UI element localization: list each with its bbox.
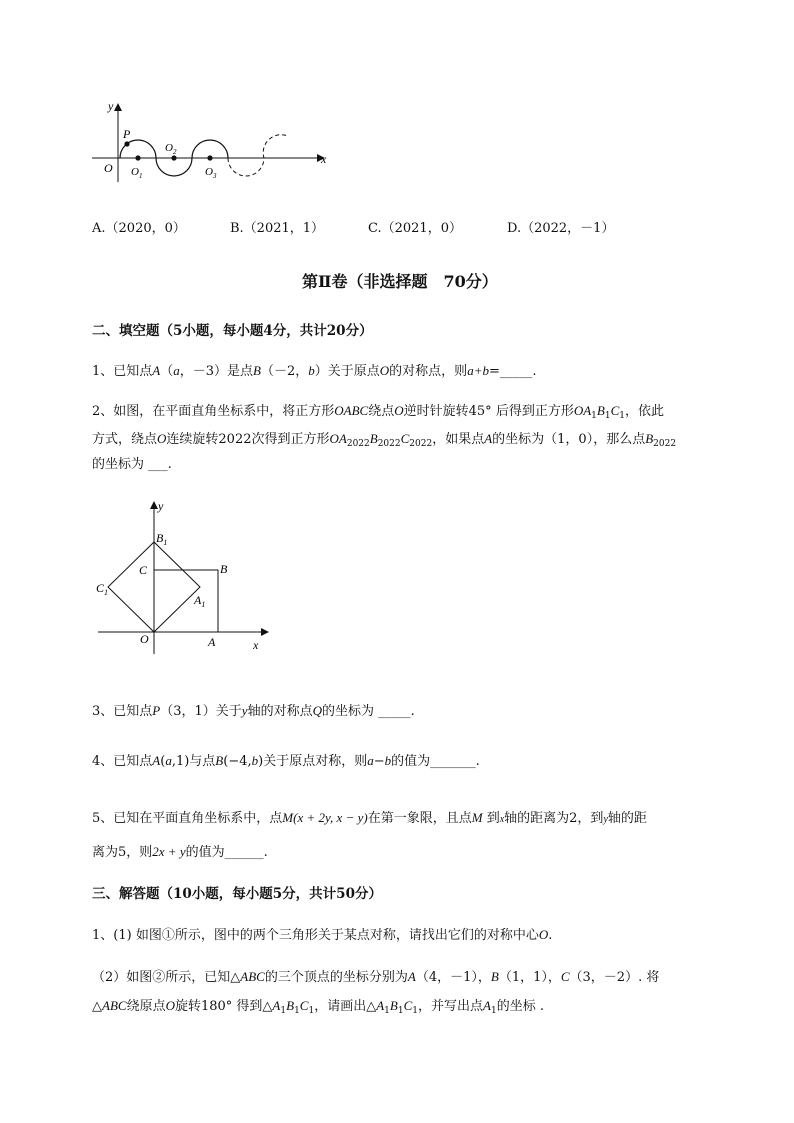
question-4: 4、已知点A(a,1)与点B(−4,b)关于原点对称，则a−b的值为_______. — [92, 753, 480, 769]
wave-figure — [88, 96, 338, 186]
choice-c[interactable]: C.（2021，0） — [368, 221, 462, 236]
problem-1-part-2-line-2: △ABC绕原点O旋转180° 得到$\triangle A_1B_1C_1$，请画出$\triangle A_1B_1C_1$，并写出点$A_1$的坐标 . — [92, 998, 544, 1016]
section-heading-fill-blank: 二、填空题（5小题，每小题4分，共计20分） — [92, 323, 373, 339]
o3-label: $O_3$ — [205, 166, 217, 180]
a-label: A — [208, 635, 216, 649]
section-heading-solve: 三、解答题（10小题，每小题5分，共计50分） — [92, 886, 382, 902]
question-5-line-2: 离为5，则2x + y的值为______. — [92, 844, 268, 860]
wave-dashed — [228, 135, 288, 176]
part-title: 第Ⅱ卷（非选择题 70分） — [302, 272, 498, 291]
problem-1-part-1: 1、(1) 如图①所示，图中的两个三角形关于某点对称，请找出它们的对称中心O. — [92, 927, 553, 943]
y-label: y — [108, 99, 114, 113]
point-o1 — [135, 155, 140, 160]
c-label: C — [139, 563, 148, 577]
point-o2 — [171, 155, 176, 160]
question-5-line-1: 5、已知在平面直角坐标系中，点M(x + 2y, x − y)在第一象限，且点M 到x轴的距离为2，到y轴的距 — [92, 810, 647, 826]
x-label: x — [321, 152, 327, 166]
y-label: y — [158, 499, 164, 513]
question-1: 1、已知点A（a，－3）是点B（－2，b）关于原点O的对称点，则a+b=_____. — [92, 363, 537, 379]
origin-label: O — [140, 632, 149, 646]
a1-label: $A_1$ — [194, 593, 206, 609]
b1-label: $B_1$ — [156, 531, 168, 547]
square-figure — [92, 498, 282, 658]
problem-1-part-2-line-1: （2）如图②所示，已知△ABC的三个顶点的坐标分别为A（4，－1），B（1，1），C（3，－2）. 将 — [92, 969, 660, 985]
p-label: P — [123, 127, 131, 141]
origin-label: O — [104, 161, 113, 175]
c1-label: $C_1$ — [96, 581, 109, 597]
question-2-line-1: 2、如图，在平面直角坐标系中，将正方形OABC绕点O逆时针旋转45° 后得到正方形$OA_1B_1C_1$，依此 — [92, 403, 665, 421]
b-label: B — [220, 562, 228, 576]
choice-a[interactable]: A.（2020，0） — [92, 221, 186, 236]
x-label: x — [253, 638, 259, 652]
point-o3 — [207, 155, 212, 160]
question-3: 3、已知点P（3，1）关于y轴的对称点Q的坐标为 _____. — [92, 703, 415, 719]
o2-label: $O_2$ — [165, 142, 177, 156]
question-2-line-2: 方式，绕点O连续旋转2022次得到正方形$OA_{2022}B_{2022}C_{2022}$，如果点A的坐标为（1，0），那么点$B_{2022}$ — [92, 431, 677, 449]
question-2-line-3: 的坐标为 ___. — [92, 457, 172, 472]
point-p — [124, 141, 129, 146]
o1-label: $O_1$ — [131, 166, 143, 180]
choice-b[interactable]: B.（2021，1） — [230, 221, 325, 236]
choice-d[interactable]: D.（2022，－1） — [507, 221, 615, 236]
